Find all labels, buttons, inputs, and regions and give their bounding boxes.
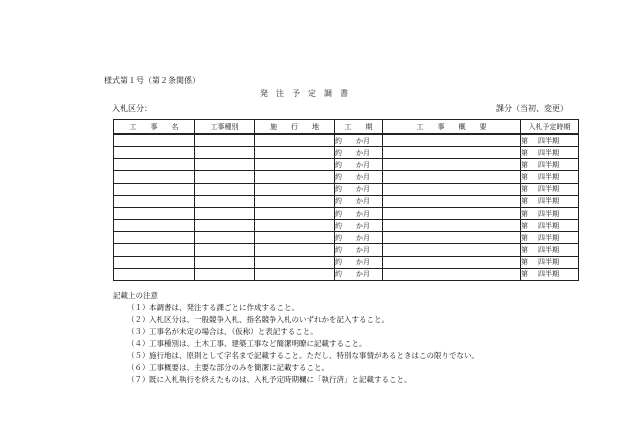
note-item: [113, 326, 479, 338]
cell-name[interactable]: [114, 134, 195, 147]
cell-period[interactable]: [335, 171, 383, 183]
table-row: [114, 244, 579, 256]
cell-summary[interactable]: [383, 147, 521, 159]
notes-title: 記載上の注意: [113, 291, 158, 300]
quarter-unit: 四半期: [538, 246, 559, 254]
note-text: 工事名が未定の場合は、（仮称）と表記すること。: [149, 327, 318, 336]
cell-name[interactable]: [114, 195, 195, 207]
cell-name[interactable]: [114, 171, 195, 183]
period-unit: か月: [356, 185, 370, 194]
quarter-prefix: 第: [521, 173, 528, 182]
note-item: [113, 374, 479, 386]
note-number: （６）: [127, 363, 150, 372]
cell-type[interactable]: [195, 232, 255, 244]
cell-type[interactable]: [195, 171, 255, 183]
page-title: 発 注 予 定 調 書: [260, 89, 348, 98]
cell-summary[interactable]: [383, 268, 521, 280]
period-unit: か月: [356, 258, 370, 267]
cell-period[interactable]: [335, 147, 383, 159]
period-prefix: 約: [335, 246, 342, 254]
cell-location[interactable]: [255, 256, 335, 268]
cell-name[interactable]: [114, 207, 195, 219]
cell-type[interactable]: [195, 134, 255, 147]
quarter-unit: 四半期: [538, 270, 559, 279]
note-text: 工事概要は、主要な部分のみを簡潔に記載すること。: [149, 363, 329, 372]
note-item: [113, 350, 479, 362]
table-row: [114, 232, 579, 244]
cell-type[interactable]: [195, 256, 255, 268]
schedule-table: [113, 119, 579, 281]
cell-location[interactable]: [255, 171, 335, 183]
quarter-prefix: 第: [521, 258, 528, 267]
cell-bid-timing[interactable]: [521, 195, 579, 207]
cell-period[interactable]: [335, 207, 383, 219]
cell-type[interactable]: [195, 207, 255, 219]
cell-type[interactable]: [195, 268, 255, 280]
cell-bid-timing[interactable]: [521, 256, 579, 268]
cell-bid-timing[interactable]: [521, 244, 579, 256]
cell-name[interactable]: [114, 232, 195, 244]
cell-location[interactable]: [255, 183, 335, 195]
column-header-bid-timing: 入札予定時期: [521, 120, 579, 135]
column-header-summary: 工 事 概 要: [383, 120, 521, 135]
period-prefix: 約: [335, 233, 342, 242]
note-text: 既に入札執行を終えたものは、入札予定時期欄に「執行済」と記載すること。: [149, 375, 412, 384]
quarter-prefix: 第: [521, 185, 528, 194]
cell-name[interactable]: [114, 147, 195, 159]
cell-location[interactable]: [255, 159, 335, 171]
quarter-prefix: 第: [521, 246, 528, 254]
period-prefix: 約: [335, 136, 342, 145]
cell-name[interactable]: [114, 244, 195, 256]
quarter-prefix: 第: [521, 136, 528, 145]
cell-summary[interactable]: [383, 244, 521, 256]
bid-category-label: 入札区分：: [112, 104, 152, 113]
cell-bid-timing[interactable]: [521, 268, 579, 280]
note-text: 工事種別は、土木工事、建築工事など簡潔明瞭に記載すること。: [149, 339, 367, 348]
cell-location[interactable]: [255, 232, 335, 244]
period-unit: か月: [356, 246, 370, 254]
cell-period[interactable]: [335, 159, 383, 171]
table-row: [114, 147, 579, 159]
cell-location[interactable]: [255, 268, 335, 280]
cell-summary[interactable]: [383, 232, 521, 244]
cell-bid-timing[interactable]: [521, 159, 579, 171]
cell-summary[interactable]: [383, 171, 521, 183]
table-row: [114, 207, 579, 219]
note-number: （７）: [127, 375, 150, 384]
cell-period[interactable]: [335, 134, 383, 147]
note-item: [113, 314, 479, 326]
quarter-unit: 四半期: [538, 173, 559, 182]
cell-period[interactable]: [335, 244, 383, 256]
cell-period[interactable]: [335, 268, 383, 280]
cell-summary[interactable]: [383, 159, 521, 171]
period-prefix: 約: [335, 185, 342, 194]
period-prefix: 約: [335, 258, 342, 267]
cell-bid-timing[interactable]: [521, 207, 579, 219]
form-number: 様式第１号（第２条関係）: [104, 76, 200, 85]
cell-bid-timing[interactable]: [521, 232, 579, 244]
period-prefix: 約: [335, 160, 342, 169]
cell-summary[interactable]: [383, 183, 521, 195]
note-number: （３）: [127, 327, 150, 336]
table-row: [114, 195, 579, 207]
cell-type[interactable]: [195, 159, 255, 171]
table-row: [114, 268, 579, 280]
table-row: [114, 171, 579, 183]
cell-bid-timing[interactable]: [521, 147, 579, 159]
period-unit: か月: [356, 136, 370, 145]
period-unit: か月: [356, 233, 370, 242]
cell-type[interactable]: [195, 195, 255, 207]
cell-period[interactable]: [335, 183, 383, 195]
table-row: [114, 134, 579, 147]
cell-type[interactable]: [195, 183, 255, 195]
cell-name[interactable]: [114, 220, 195, 232]
cell-summary[interactable]: [383, 207, 521, 219]
period-prefix: 約: [335, 173, 342, 182]
cell-summary[interactable]: [383, 195, 521, 207]
note-text: 施行地は、原則として字名まで記載すること。ただし、特別な事情があるときはこの限りでない。: [149, 351, 479, 360]
quarter-prefix: 第: [521, 221, 528, 230]
quarter-unit: 四半期: [538, 209, 559, 218]
cell-location[interactable]: [255, 134, 335, 147]
period-prefix: 約: [335, 270, 342, 279]
cell-name[interactable]: [114, 256, 195, 268]
note-text: 入札区分は、一般競争入札、指名競争入札のいずれかを記入すること。: [149, 315, 389, 324]
period-prefix: 約: [335, 197, 342, 206]
cell-location[interactable]: [255, 244, 335, 256]
cell-summary[interactable]: [383, 256, 521, 268]
quarter-prefix: 第: [521, 160, 528, 169]
cell-period[interactable]: [335, 232, 383, 244]
period-unit: か月: [356, 197, 370, 206]
table-header-row: [114, 120, 579, 135]
note-text: 本調書は、発注する課ごとに作成すること。: [149, 303, 299, 312]
period-unit: か月: [356, 221, 370, 230]
cell-location[interactable]: [255, 195, 335, 207]
cell-type[interactable]: [195, 220, 255, 232]
period-unit: か月: [356, 173, 370, 182]
quarter-prefix: 第: [521, 197, 528, 206]
cell-location[interactable]: [255, 220, 335, 232]
cell-period[interactable]: [335, 256, 383, 268]
cell-bid-timing[interactable]: [521, 171, 579, 183]
column-header-period: 工 期: [335, 120, 383, 135]
period-unit: か月: [356, 160, 370, 169]
note-item: [113, 302, 479, 314]
cell-bid-timing[interactable]: [521, 183, 579, 195]
cell-bid-timing[interactable]: [521, 134, 579, 147]
quarter-unit: 四半期: [538, 197, 559, 206]
notes-section: [113, 290, 479, 386]
period-prefix: 約: [335, 221, 342, 230]
note-item: [113, 362, 479, 374]
quarter-unit: 四半期: [538, 233, 559, 242]
cell-type[interactable]: [195, 147, 255, 159]
quarter-unit: 四半期: [538, 185, 559, 194]
cell-name[interactable]: [114, 183, 195, 195]
note-number: （２）: [127, 315, 150, 324]
period-unit: か月: [356, 270, 370, 279]
note-number: （５）: [127, 351, 150, 360]
quarter-prefix: 第: [521, 233, 528, 242]
cell-location[interactable]: [255, 207, 335, 219]
cell-location[interactable]: [255, 147, 335, 159]
table-row: [114, 183, 579, 195]
period-unit: か月: [356, 148, 370, 157]
period-prefix: 約: [335, 148, 342, 157]
quarter-prefix: 第: [521, 270, 528, 279]
quarter-prefix: 第: [521, 148, 528, 157]
table-row: [114, 220, 579, 232]
cell-summary[interactable]: [383, 220, 521, 232]
note-number: （１）: [127, 303, 150, 312]
table-row: [114, 159, 579, 171]
note-item: [113, 338, 479, 350]
quarter-unit: 四半期: [538, 258, 559, 267]
cell-name[interactable]: [114, 268, 195, 280]
cell-period[interactable]: [335, 195, 383, 207]
cell-type[interactable]: [195, 244, 255, 256]
quarter-unit: 四半期: [538, 148, 559, 157]
period-prefix: 約: [335, 209, 342, 218]
column-header-type: 工事種別: [195, 120, 255, 135]
quarter-unit: 四半期: [538, 160, 559, 169]
quarter-unit: 四半期: [538, 136, 559, 145]
column-header-name: 工 事 名: [114, 120, 195, 135]
cell-period[interactable]: [335, 220, 383, 232]
cell-summary[interactable]: [383, 134, 521, 147]
department-label: 課分（当初、変更）: [496, 104, 568, 113]
quarter-unit: 四半期: [538, 221, 559, 230]
note-number: （４）: [127, 339, 150, 348]
period-unit: か月: [356, 209, 370, 218]
cell-bid-timing[interactable]: [521, 220, 579, 232]
cell-name[interactable]: [114, 159, 195, 171]
table-row: [114, 256, 579, 268]
column-header-location: 施 行 地: [255, 120, 335, 135]
quarter-prefix: 第: [521, 209, 528, 218]
